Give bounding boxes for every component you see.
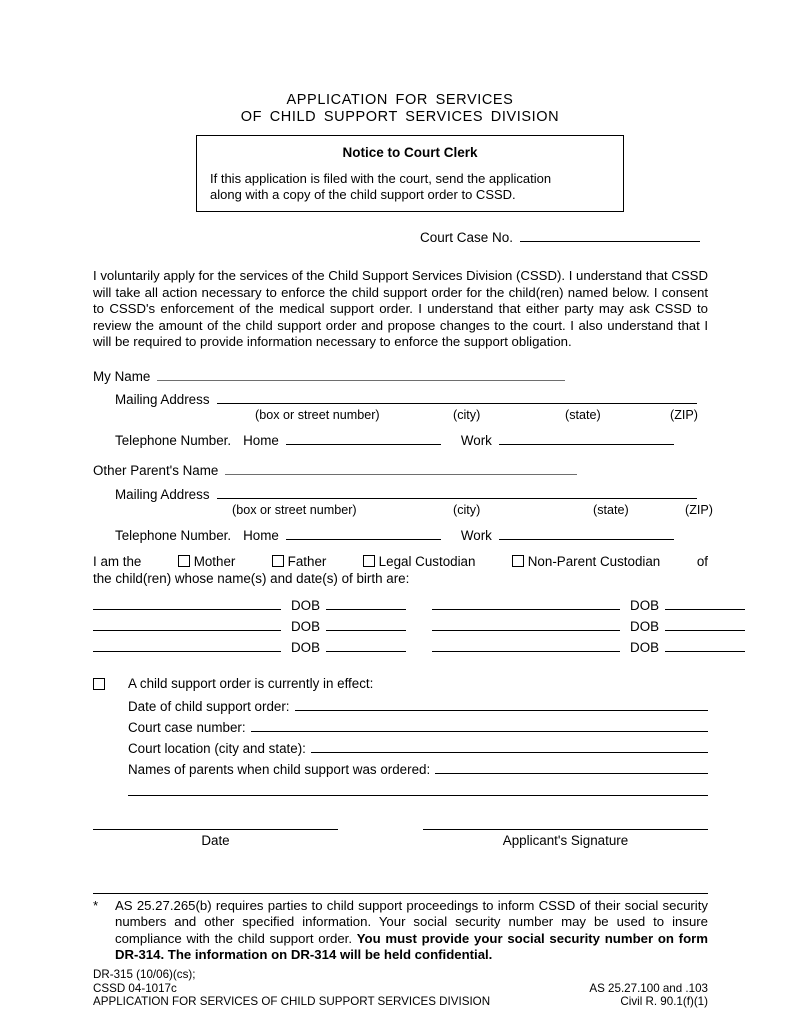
child-name-input[interactable]	[432, 596, 620, 610]
footer-cssd-number: CSSD 04-1017c	[93, 981, 177, 995]
child-dob-label: DOB	[630, 619, 660, 634]
child-row	[93, 617, 745, 638]
relationship-option-non-parent-custodian-label: Non-Parent Custodian	[527, 554, 661, 569]
child-dob-input[interactable]	[326, 638, 406, 652]
other-parent-name-input[interactable]	[225, 461, 577, 475]
footnote-divider	[93, 893, 708, 894]
footnote-marker: *	[93, 898, 99, 913]
support-order-case-number-label: Court case number:	[128, 720, 246, 735]
support-order-court-location-label: Court location (city and state):	[128, 741, 306, 756]
child-name-input[interactable]	[93, 617, 281, 631]
relationship-trailing-word: of	[696, 554, 708, 569]
relationship-option-non-parent-custodian[interactable]	[512, 554, 660, 571]
other-parent-mailing-address-field	[115, 485, 697, 502]
applicant-name-field	[93, 367, 565, 384]
applicant-mailing-address-label: Mailing Address	[115, 392, 210, 407]
child-dob-label: DOB	[291, 640, 321, 655]
date-input[interactable]	[93, 828, 338, 830]
applicant-telephone-label: Telephone Number.	[115, 433, 232, 448]
title-line-1: APPLICATION FOR SERVICES	[286, 92, 514, 108]
notice-body	[210, 171, 610, 203]
applicant-work-label: Work	[460, 433, 492, 448]
child-dob-label: DOB	[291, 619, 321, 634]
support-order-parent-names-field	[128, 760, 708, 781]
checkbox-mother[interactable]	[178, 555, 190, 567]
title-line-2: OF CHILD SUPPORT SERVICES DIVISION	[240, 109, 560, 125]
notice-heading: Notice to Court Clerk	[342, 145, 478, 160]
relationship-second-line: the child(ren) whose name(s) and date(s) of birth are:	[93, 570, 410, 586]
other-parent-caption-city: (city)	[453, 503, 481, 517]
relationship-option-legal-custodian-label: Legal Custodian	[378, 554, 476, 569]
footer-statute: AS 25.27.100 and .103	[589, 981, 708, 995]
applicant-mailing-address-input[interactable]	[217, 390, 697, 404]
applicant-telephone-field	[115, 431, 674, 448]
other-parent-caption-zip: (ZIP)	[685, 503, 713, 517]
applicant-home-label: Home	[243, 433, 279, 448]
child-name-input[interactable]	[93, 638, 281, 652]
footer-form-number: DR-315 (10/06)(cs);	[93, 968, 196, 981]
child-dob-input[interactable]	[326, 617, 406, 631]
support-order-parent-names-label: Names of parents when child support was ordered:	[128, 762, 431, 777]
child-dob-input[interactable]	[665, 596, 745, 610]
other-parent-home-phone-input[interactable]	[286, 526, 441, 540]
support-order-date-field	[128, 697, 708, 718]
relationship-option-mother-label: Mother	[193, 554, 236, 569]
child-dob-input[interactable]	[326, 596, 406, 610]
child-dob-label: DOB	[630, 640, 660, 655]
checkbox-legal-custodian[interactable]	[363, 555, 375, 567]
child-name-input[interactable]	[432, 638, 620, 652]
applicant-caption-street: (box or street number)	[255, 408, 380, 422]
signature-section	[93, 828, 708, 848]
support-order-continuation-input[interactable]	[128, 781, 708, 796]
applicant-mailing-address-field	[115, 390, 697, 407]
date-signature-block	[93, 828, 338, 848]
support-order-court-location-field	[128, 739, 708, 760]
relationship-lead-in: I am the	[93, 554, 142, 569]
applicant-signature-block	[423, 828, 708, 848]
existing-support-order-section	[93, 676, 708, 796]
children-dob-grid	[93, 596, 745, 659]
relationship-option-mother[interactable]	[178, 554, 235, 571]
child-dob-input[interactable]	[665, 617, 745, 631]
applicant-caption-city: (city)	[453, 408, 481, 422]
consent-paragraph: I voluntarily apply for the services of the Child Support Services Division (CSSD). I understand that CSSD will take all action necessary to enforce the child support order for the child(ren) named below. I consent to CSSD's enforcement of the medical support order. I understand that either party may ask CSSD to review the amount of the child support order and propose changes to the court. I also understand that I will be required to provide information necessary to enforce the support obligation.	[93, 268, 708, 350]
footnote-body	[115, 898, 708, 964]
child-row	[93, 596, 745, 617]
court-case-number-label: Court Case No.	[420, 230, 514, 245]
footnote	[93, 898, 708, 964]
applicant-name-input[interactable]	[157, 367, 565, 381]
page-title	[0, 92, 800, 126]
footer-form-title: APPLICATION FOR SERVICES OF CHILD SUPPORT SERVICES DIVISION	[93, 995, 491, 1009]
support-order-checkbox-label: A child support order is currently in effect:	[128, 676, 374, 691]
footer	[93, 968, 708, 1009]
child-row	[93, 638, 745, 659]
other-parent-telephone-field	[115, 526, 674, 543]
notice-to-court-clerk-box	[196, 135, 624, 212]
applicant-signature-input[interactable]	[423, 828, 708, 830]
other-parent-caption-street: (box or street number)	[232, 503, 357, 517]
relationship-option-legal-custodian[interactable]	[363, 554, 476, 571]
support-order-court-location-input[interactable]	[311, 739, 708, 753]
other-parent-mailing-address-input[interactable]	[217, 485, 697, 499]
other-parent-work-label: Work	[460, 528, 492, 543]
footnote-plain-text: AS 25.27.265(b) requires parties to child support proceedings to inform CSSD of their social security numbers and other specified information. Your social security number may be used to insure compliance with the child support order.	[115, 898, 708, 946]
applicant-caption-state: (state)	[565, 408, 601, 422]
applicant-home-phone-input[interactable]	[286, 431, 441, 445]
other-parent-work-phone-input[interactable]	[499, 526, 674, 540]
other-parent-telephone-label: Telephone Number.	[115, 528, 232, 543]
other-parent-home-label: Home	[243, 528, 279, 543]
applicant-caption-zip: (ZIP)	[670, 408, 698, 422]
footer-civil-rule: Civil R. 90.1(f)(1)	[620, 995, 708, 1009]
court-case-number-field	[420, 228, 700, 245]
applicant-signature-label: Applicant's Signature	[502, 833, 629, 848]
relationship-option-father-label: Father	[287, 554, 327, 569]
child-dob-label: DOB	[630, 598, 660, 613]
other-parent-name-label: Other Parent's Name	[93, 463, 219, 478]
notice-body-line-2: along with a copy of the child support order to CSSD.	[210, 187, 516, 202]
relationship-option-father[interactable]	[272, 554, 326, 571]
checkbox-support-order-in-effect[interactable]	[93, 678, 105, 690]
relationship-section	[93, 554, 708, 587]
child-name-input[interactable]	[93, 596, 281, 610]
court-case-number-input[interactable]	[520, 228, 700, 242]
support-order-case-number-field	[128, 718, 708, 739]
other-parent-mailing-address-label: Mailing Address	[115, 487, 210, 502]
footnote-bold-text: You must provide your social security number on form DR-314. The information on DR-314 will be held confidential.	[115, 930, 708, 963]
child-dob-label: DOB	[291, 598, 321, 613]
notice-body-line-1: If this application is filed with the court, send the application	[210, 171, 552, 186]
support-order-date-label: Date of child support order:	[128, 699, 290, 714]
date-label: Date	[201, 833, 230, 848]
support-order-date-input[interactable]	[295, 697, 708, 711]
checkbox-non-parent-custodian[interactable]	[512, 555, 524, 567]
applicant-name-label: My Name	[93, 369, 151, 384]
applicant-work-phone-input[interactable]	[499, 431, 674, 445]
child-name-input[interactable]	[432, 617, 620, 631]
other-parent-name-field	[93, 461, 577, 478]
support-order-checkbox-label-row	[128, 676, 708, 697]
checkbox-father[interactable]	[272, 555, 284, 567]
child-dob-input[interactable]	[665, 638, 745, 652]
support-order-case-number-input[interactable]	[251, 718, 708, 732]
other-parent-caption-state: (state)	[593, 503, 629, 517]
support-order-parent-names-input[interactable]	[435, 760, 708, 774]
